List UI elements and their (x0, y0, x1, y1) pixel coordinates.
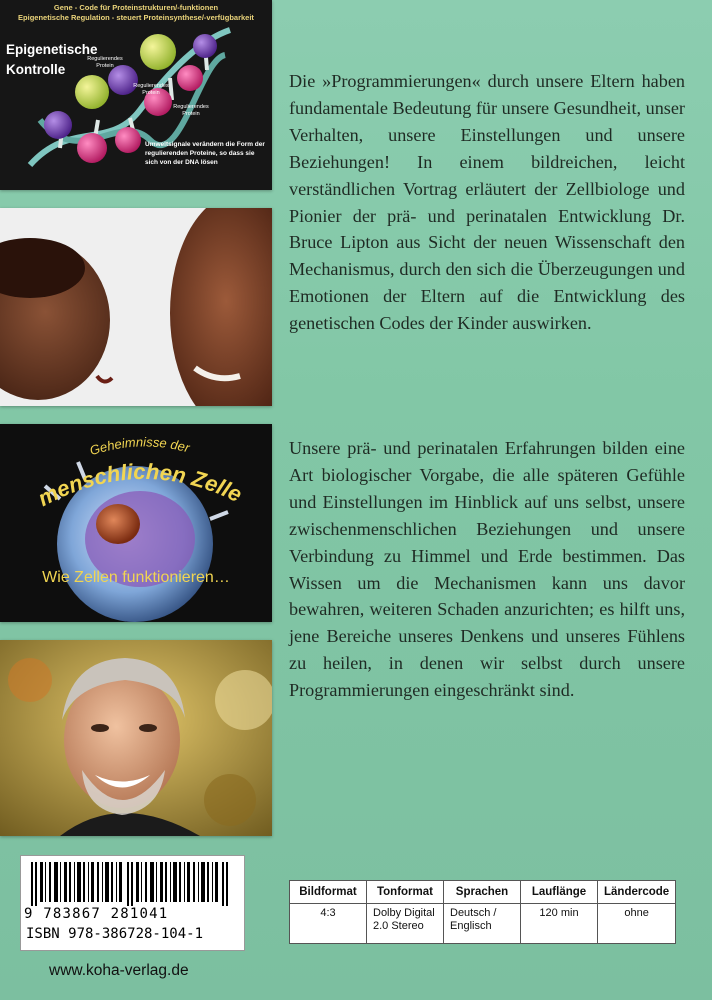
specs-value-tonformat (367, 904, 444, 944)
protein-label-b: Regulierendes Protein (133, 83, 169, 96)
specs-header-laendercode: Ländercode (598, 881, 676, 904)
tonformat-value-line2: 2.0 Stereo (373, 920, 424, 932)
protein-label-c: Regulierendes Protein (173, 104, 209, 117)
specs-value-sprachen (444, 904, 521, 944)
cell-title-arc (0, 426, 272, 536)
cell-illustration (0, 424, 272, 622)
publisher-website: www.koha-verlag.de (49, 962, 189, 979)
cell-title-line2: menschlichen Zelle (33, 458, 246, 512)
epigenetics-caption-line1: Gene - Code für Proteinstrukturen/-funktionen (53, 3, 219, 12)
barcode-bars (31, 862, 236, 906)
barcode-digits: 9 783867 281041 (24, 906, 169, 922)
specs-header-laufzeit: Lauflänge (521, 881, 598, 904)
sprachen-value-line2: Englisch (450, 920, 492, 932)
isbn-number: ISBN 978-386728-104-1 (26, 926, 204, 942)
baby-mother-illustration (0, 208, 272, 406)
protein-label-a: Regulierendes Protein (87, 56, 123, 69)
bildformat-value: 4:3 (320, 907, 336, 919)
epigenetics-caption-line2: Epigenetische Regulation - steuert Proteinsynthese/-verfügbarkeit (18, 13, 254, 22)
specs-header-sprachen: Sprachen (444, 881, 521, 904)
sprachen-value-line1: Deutsch / (450, 907, 497, 919)
specs-value-laufzeit (521, 904, 598, 944)
portrait-illustration (0, 640, 272, 836)
cell-caption: Wie Zellen funktionieren… (42, 569, 230, 586)
dvd-specs-table (289, 880, 676, 944)
epigenetics-image (0, 0, 272, 190)
cell-title-line1: Geheimnisse der (87, 434, 192, 459)
specs-value-laendercode (598, 904, 676, 944)
isbn-barcode (20, 855, 245, 951)
specs-value-bildformat (290, 904, 367, 944)
specs-header-bildformat: Bildformat (290, 881, 367, 904)
description-paragraph-2: Unsere prä- und perinatalen Erfahrungen bilden eine Art biologischer Vorgabe, die alle späteren Gefühle und Einstellungen im Hinblick auf uns selbst, unsere zwischenmenschlichen Beziehungen und unsere Verbindung zu Himmel und Erde bestimmen. Das Wissen um die Mechanismen kann uns davor bewahren, weiteren Schaden anzurichten; es hilft uns, jene Bereiche unseres Denkens und unseres Fühlens zu heilen, in denen wir selbst durch unsere Programmierungen eingeschränkt sind. (289, 438, 685, 701)
tonformat-value-line1: Dolby Digital (373, 907, 435, 919)
specs-header-tonformat: Tonformat (367, 881, 444, 904)
epigenetics-title (6, 40, 98, 80)
environment-signal-text: Umweltsignale verändern die Form der regulierenden Proteine, so dass sie sich von der DNA lösen (145, 141, 265, 166)
laendercode-value: ohne (624, 907, 649, 919)
author-portrait (0, 640, 272, 836)
specs-header-row (290, 881, 676, 904)
laufzeit-value: 120 min (539, 907, 579, 919)
epigenetics-title-line2: Kontrolle (6, 62, 66, 77)
specs-value-row (290, 904, 676, 944)
epigenetics-title-line1: Epigenetische (6, 42, 98, 57)
baby-mother-photo (0, 208, 272, 406)
description-paragraph-1: Die »Programmierungen« durch unsere Eltern haben fundamentale Bedeutung für unsere Gesundheit, unser Verhalten, unsere Einstellungen und unsere Beziehungen! In einem bildreichen, leicht verständlichen Vortrag erläutert der Zellbiologe und Pionier der prä- und perinatalen Entwicklung Dr. Bruce Lipton aus Sicht der neuen Wissenschaft den Mechanismus, durch den sich die Überzeugungen und Emotionen der Eltern auf die Entwicklung des genetischen Codes der Kinder auswirken. (289, 71, 685, 334)
